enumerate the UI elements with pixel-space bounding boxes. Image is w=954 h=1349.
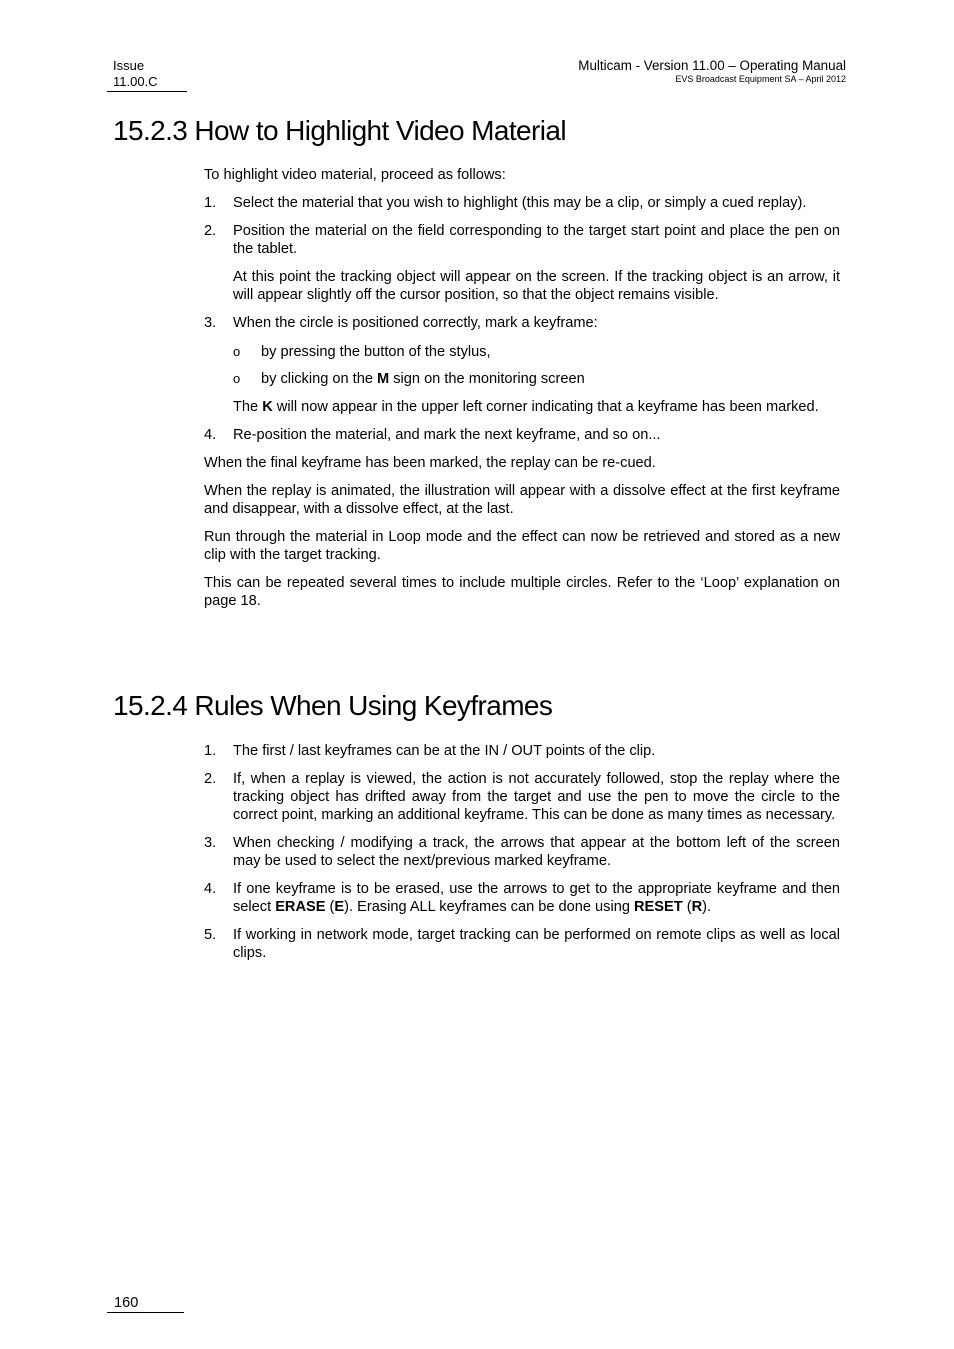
section-heading-highlight: 15.2.3 How to Highlight Video Material xyxy=(113,115,566,146)
list-text: If one keyframe is to be erased, use the arrows to get to the appropriate keyframe and then select ERASE (E). Erasing ALL keyframes can be done using RESET (R). xyxy=(233,881,840,915)
list-number: 3. xyxy=(204,315,217,331)
list-number: 5. xyxy=(204,927,217,943)
document-header xyxy=(578,58,846,85)
body-paragraph: This can be repeated several times to include multiple circles. Refer to the ‘Loop’ explanation on page 18. xyxy=(204,575,840,609)
bullet-marker: o xyxy=(233,344,241,359)
section-heading-keyframes: 15.2.4 Rules When Using Keyframes xyxy=(113,690,553,721)
list-item xyxy=(204,742,840,760)
list-text: When checking / modifying a track, the arrows that appear at the bottom left of the screen may be used to select the next/previous marked keyframe. xyxy=(233,835,840,869)
list-item xyxy=(204,926,840,962)
list-number: 4. xyxy=(204,881,217,897)
page-number xyxy=(107,1294,184,1313)
bullet-marker: o xyxy=(233,371,241,386)
step-note: The K will now appear in the upper left corner indicating that a keyframe has been marked. xyxy=(233,399,819,415)
bullet-text: by pressing the button of the stylus, xyxy=(261,344,491,360)
step-note: At this point the tracking object will appear on the screen. If the tracking object is an arrow, it will appear slightly off the cursor position, so that the object remains visible. xyxy=(233,269,840,303)
list-number: 1. xyxy=(204,195,217,211)
list-number: 4. xyxy=(204,427,217,443)
intro-paragraph: To highlight video material, proceed as follows: xyxy=(204,167,506,183)
list-text: Re-position the material, and mark the next keyframe, and so on... xyxy=(233,427,661,443)
list-text: Position the material on the field corresponding to the target start point and place the pen on the tablet. xyxy=(233,223,840,257)
section-body-keyframes xyxy=(204,742,840,962)
list-item xyxy=(204,880,840,916)
issue-number: 11.00.C xyxy=(113,74,158,89)
bullet-item xyxy=(204,370,840,388)
list-text: The first / last keyframes can be at the IN / OUT points of the clip. xyxy=(233,743,656,759)
bullet-item xyxy=(204,343,840,361)
page-number-text: 160 xyxy=(114,1295,139,1311)
issue-block xyxy=(107,58,187,92)
list-text: Select the material that you wish to highlight (this may be a clip, or simply a cued replay). xyxy=(233,195,807,211)
bullet-text: by clicking on the M sign on the monitoring screen xyxy=(261,371,585,387)
body-paragraph: When the replay is animated, the illustration will appear with a dissolve effect at the first keyframe and disappear, with a dissolve effect, at the last. xyxy=(204,483,840,517)
list-number: 2. xyxy=(204,223,217,239)
list-item xyxy=(204,194,840,212)
section-body-highlight xyxy=(204,166,840,610)
list-item xyxy=(204,770,840,824)
list-number: 2. xyxy=(204,771,217,787)
list-text: If working in network mode, target tracking can be performed on remote clips as well as local clips. xyxy=(233,927,840,961)
list-number: 3. xyxy=(204,835,217,851)
publisher-date: EVS Broadcast Equipment SA – April 2012 xyxy=(675,74,846,84)
list-text: When the circle is positioned correctly, mark a keyframe: xyxy=(233,315,598,331)
list-item xyxy=(204,426,840,444)
list-item xyxy=(204,834,840,870)
manual-title: Multicam - Version 11.00 – Operating Manual xyxy=(578,58,846,73)
list-text: If, when a replay is viewed, the action is not accurately followed, stop the replay where the tracking object has drifted away from the target and use the pen to move the circle to the correct point, marking an additional keyframe. This can be done as many times as necessary. xyxy=(233,771,840,823)
list-item xyxy=(204,314,840,332)
body-paragraph: Run through the material in Loop mode and the effect can now be retrieved and stored as a new clip with the target tracking. xyxy=(204,529,840,563)
list-item xyxy=(204,222,840,258)
list-number: 1. xyxy=(204,743,217,759)
body-paragraph: When the final keyframe has been marked, the replay can be re-cued. xyxy=(204,455,656,471)
issue-label: Issue xyxy=(113,58,145,73)
